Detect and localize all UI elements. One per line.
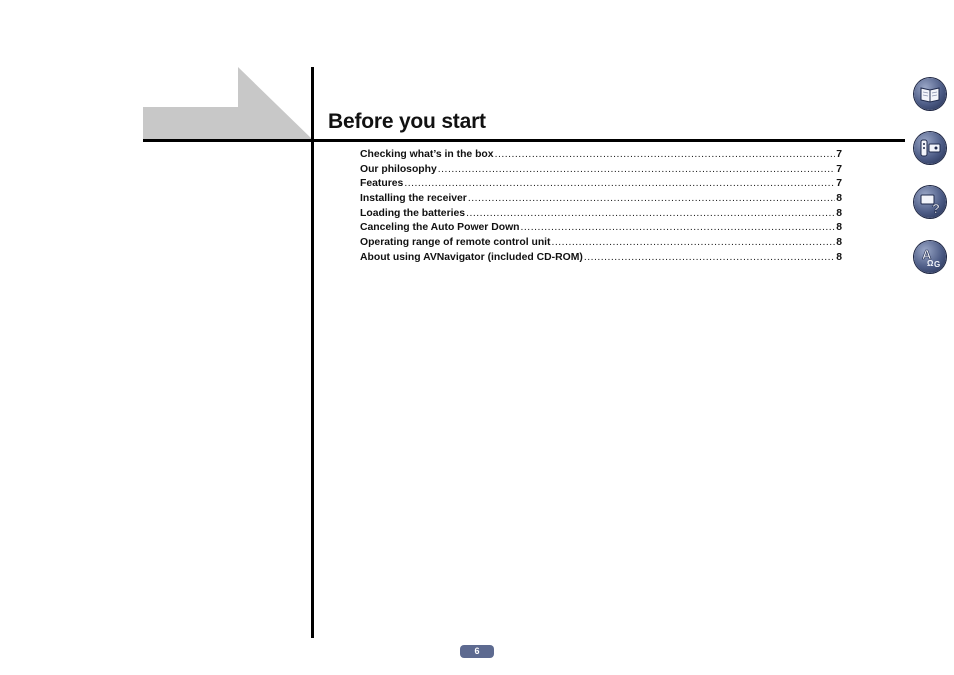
toc-item-label: Canceling the Auto Power Down [360, 222, 520, 234]
toc-item-page: 8 [836, 237, 842, 249]
svg-text:Ω: Ω [927, 259, 934, 268]
toc-leader [468, 193, 835, 204]
page-number-badge: 6 [460, 645, 494, 658]
toc-leader [552, 237, 836, 248]
vertical-rule [311, 67, 314, 638]
toc-leader [438, 164, 835, 175]
toc-item[interactable] [360, 149, 842, 164]
toc-item-page: 7 [836, 149, 842, 160]
toc-item-label: Checking what’s in the box [360, 149, 494, 160]
toc-item-page: 8 [836, 222, 842, 234]
toc-item-label: About using AVNavigator (included CD-ROM) [360, 251, 583, 263]
receiver-remote-icon[interactable] [914, 132, 946, 164]
toc-item[interactable] [360, 252, 842, 267]
toc-leader [584, 252, 835, 263]
toc-item[interactable] [360, 222, 842, 237]
page-title: Before you start [328, 110, 486, 133]
troubleshooting-icon[interactable] [914, 186, 946, 218]
toc-item-page: 7 [836, 178, 842, 190]
toc-leader [404, 178, 835, 189]
toc-item-page: 7 [836, 163, 842, 175]
toc-item[interactable] [360, 208, 842, 223]
toc-item-page: 8 [836, 193, 842, 205]
toc-item-label: Our philosophy [360, 163, 437, 175]
chapter-tab-shape [143, 67, 313, 140]
svg-text:?: ? [932, 201, 940, 216]
svg-text:G: G [934, 260, 941, 269]
table-of-contents [360, 149, 842, 267]
toc-leader [521, 222, 836, 233]
toc-item[interactable] [360, 178, 842, 193]
toc-item-label: Features [360, 178, 404, 190]
book-icon[interactable] [914, 78, 946, 110]
svg-text:A: A [922, 247, 932, 262]
toc-item-label: Installing the receiver [360, 193, 467, 205]
toc-item-page: 8 [836, 251, 842, 263]
toc-item-label: Operating range of remote control unit [360, 237, 551, 249]
toc-item[interactable] [360, 193, 842, 208]
toc-leader [466, 208, 835, 219]
toc-item[interactable] [360, 237, 842, 252]
toc-item[interactable] [360, 164, 842, 179]
toc-item-page: 8 [836, 207, 842, 219]
toc-leader [495, 149, 836, 160]
horizontal-rule [143, 139, 905, 142]
toc-item-label: Loading the batteries [360, 207, 466, 219]
appendix-icon[interactable] [914, 241, 946, 273]
